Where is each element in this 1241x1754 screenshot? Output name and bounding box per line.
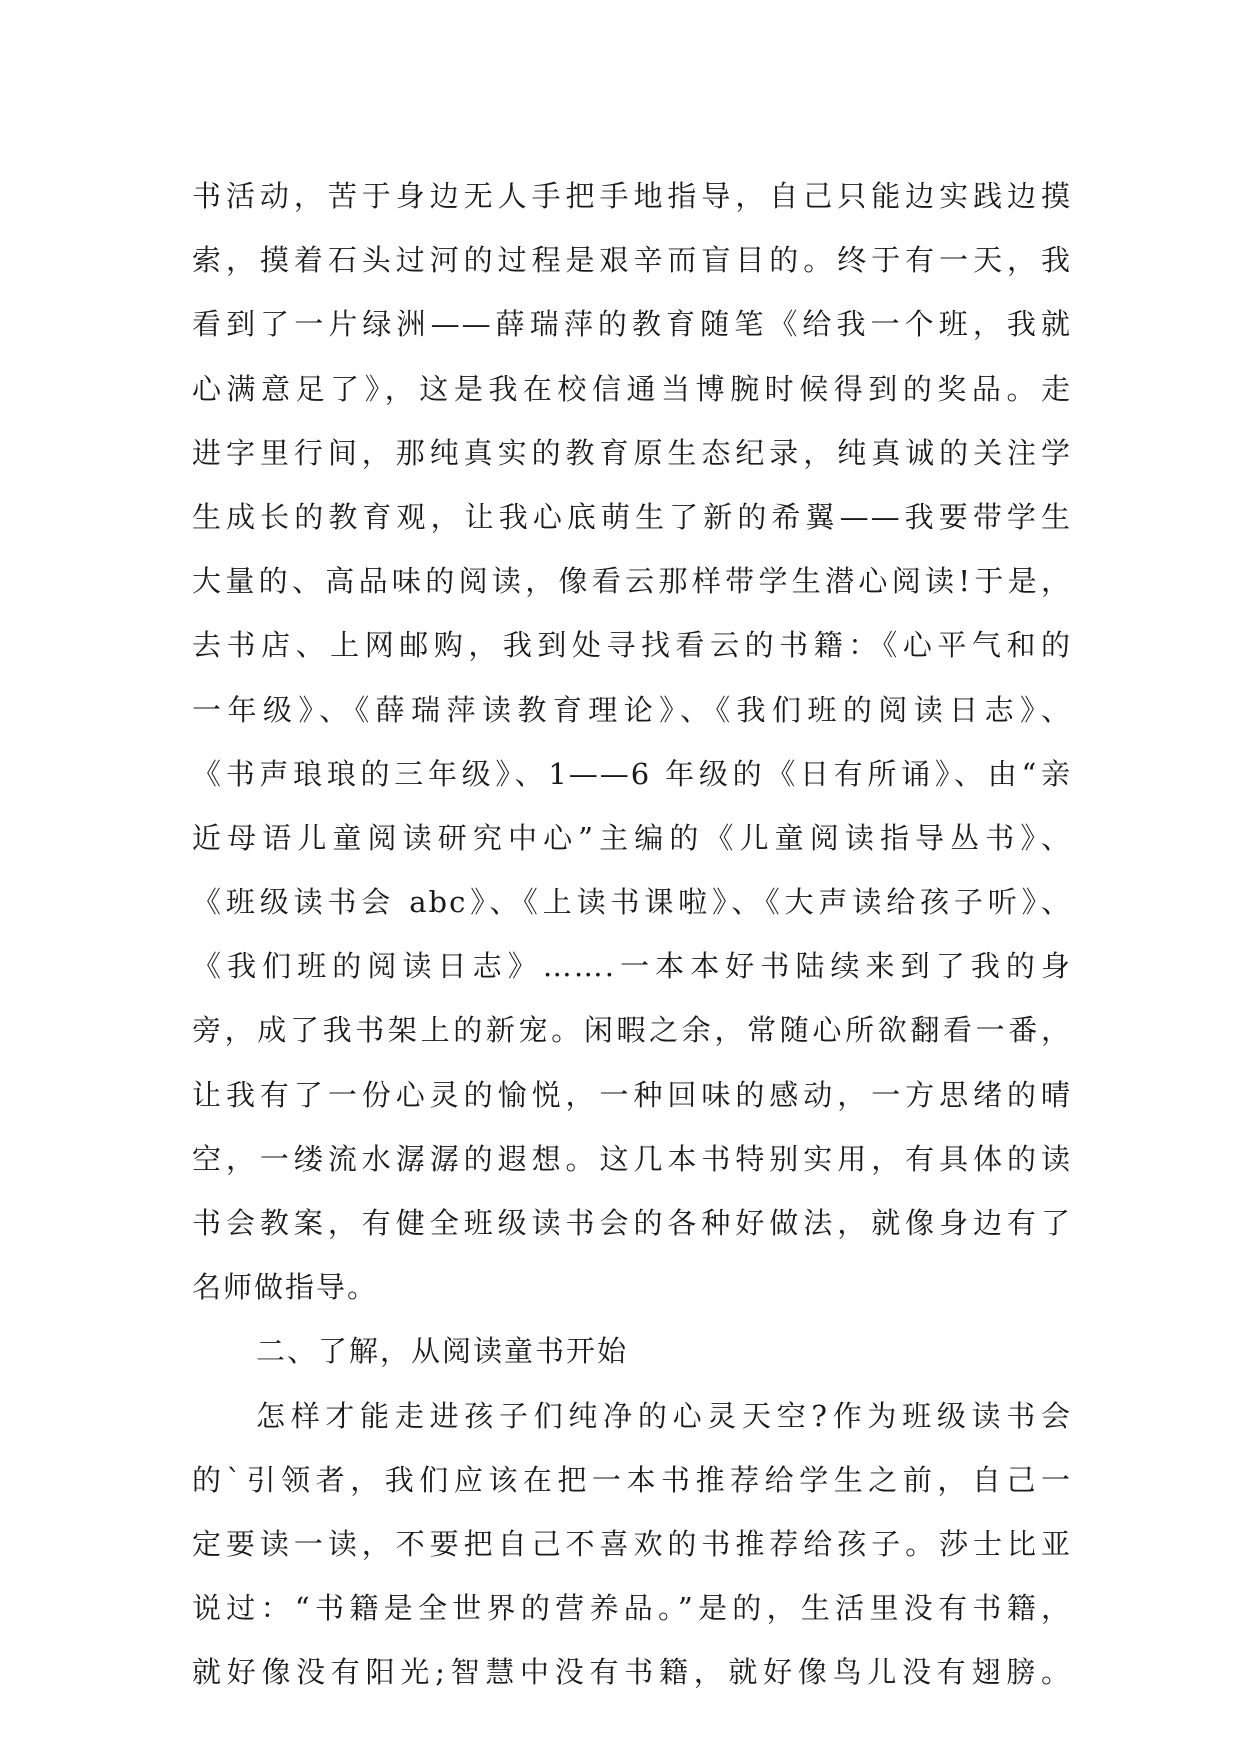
paragraph-line: 一年级》、《薛瑞萍读教育理论》、《我们班的阅读日志》、 <box>192 692 1072 727</box>
paragraph-line: 书会教案，有健全班级读书会的各种好做法，就像身边有了 <box>192 1206 1072 1240</box>
paragraph-line: 书活动，苦于身边无人手把手地指导，自己只能边实践边摸 <box>192 179 1072 213</box>
paragraph-line: 说过：“书籍是全世界的营养品。”是的，生活里没有书籍， <box>192 1591 1072 1626</box>
paragraph-line: 空，一缕流水潺潺的遐想。这几本书特别实用，有具体的读 <box>192 1141 1072 1176</box>
paragraph-line: 《班级读书会 abc》、《上读书课啦》、《大声读给孩子听》、 <box>192 885 1072 920</box>
paragraph-line: 索，摸着石头过河的过程是艰辛而盲目的。终于有一天，我 <box>192 243 1072 278</box>
section-heading: 二、了解，从阅读童书开始 <box>256 1334 629 1369</box>
paragraph-line: 旁，成了我书架上的新宠。闲暇之余，常随心所欲翻看一番， <box>192 1013 1072 1048</box>
paragraph-line: 进字里行间，那纯真实的教育原生态纪录，纯真诚的关注学 <box>192 435 1072 470</box>
paragraph-line: 心满意足了》，这是我在校信通当博腕时候得到的奖品。走 <box>192 371 1072 406</box>
paragraph-line: 就好像没有阳光;智慧中没有书籍，就好像鸟儿没有翅膀。 <box>192 1655 1072 1690</box>
paragraph-line: 近母语儿童阅读研究中心”主编的《儿童阅读指导丛书》、 <box>192 820 1072 855</box>
paragraph-line-first: 怎样才能走进孩子们纯净的心灵天空?作为班级读书会 <box>256 1398 1072 1433</box>
paragraph-line: 让我有了一份心灵的愉悦，一种回味的感动，一方思绪的晴 <box>192 1077 1072 1112</box>
paragraph-line: 的`引领者，我们应该在把一本书推荐给学生之前，自己一 <box>192 1462 1072 1497</box>
paragraph-line: 《书声琅琅的三年级》、1——6 年级的《日有所诵》、由“亲 <box>192 756 1072 791</box>
paragraph-line: 《我们班的阅读日志》…….一本本好书陆续来到了我的身 <box>192 949 1072 984</box>
paragraph-line-last: 名师做指导。 <box>192 1270 379 1305</box>
paragraph-line: 看到了一片绿洲——薛瑞萍的教育随笔《给我一个班，我就 <box>192 307 1072 342</box>
paragraph-line: 生成长的教育观，让我心底萌生了新的希翼——我要带学生 <box>192 499 1072 534</box>
paragraph-line: 大量的、高品味的阅读，像看云那样带学生潜心阅读!于是， <box>192 564 1072 599</box>
paragraph-line: 定要读一读，不要把自己不喜欢的书推荐给孩子。莎士比亚 <box>192 1526 1072 1561</box>
document-body <box>192 164 1072 1705</box>
paragraph-line: 去书店、上网邮购，我到处寻找看云的书籍：《心平气和的 <box>192 628 1072 663</box>
